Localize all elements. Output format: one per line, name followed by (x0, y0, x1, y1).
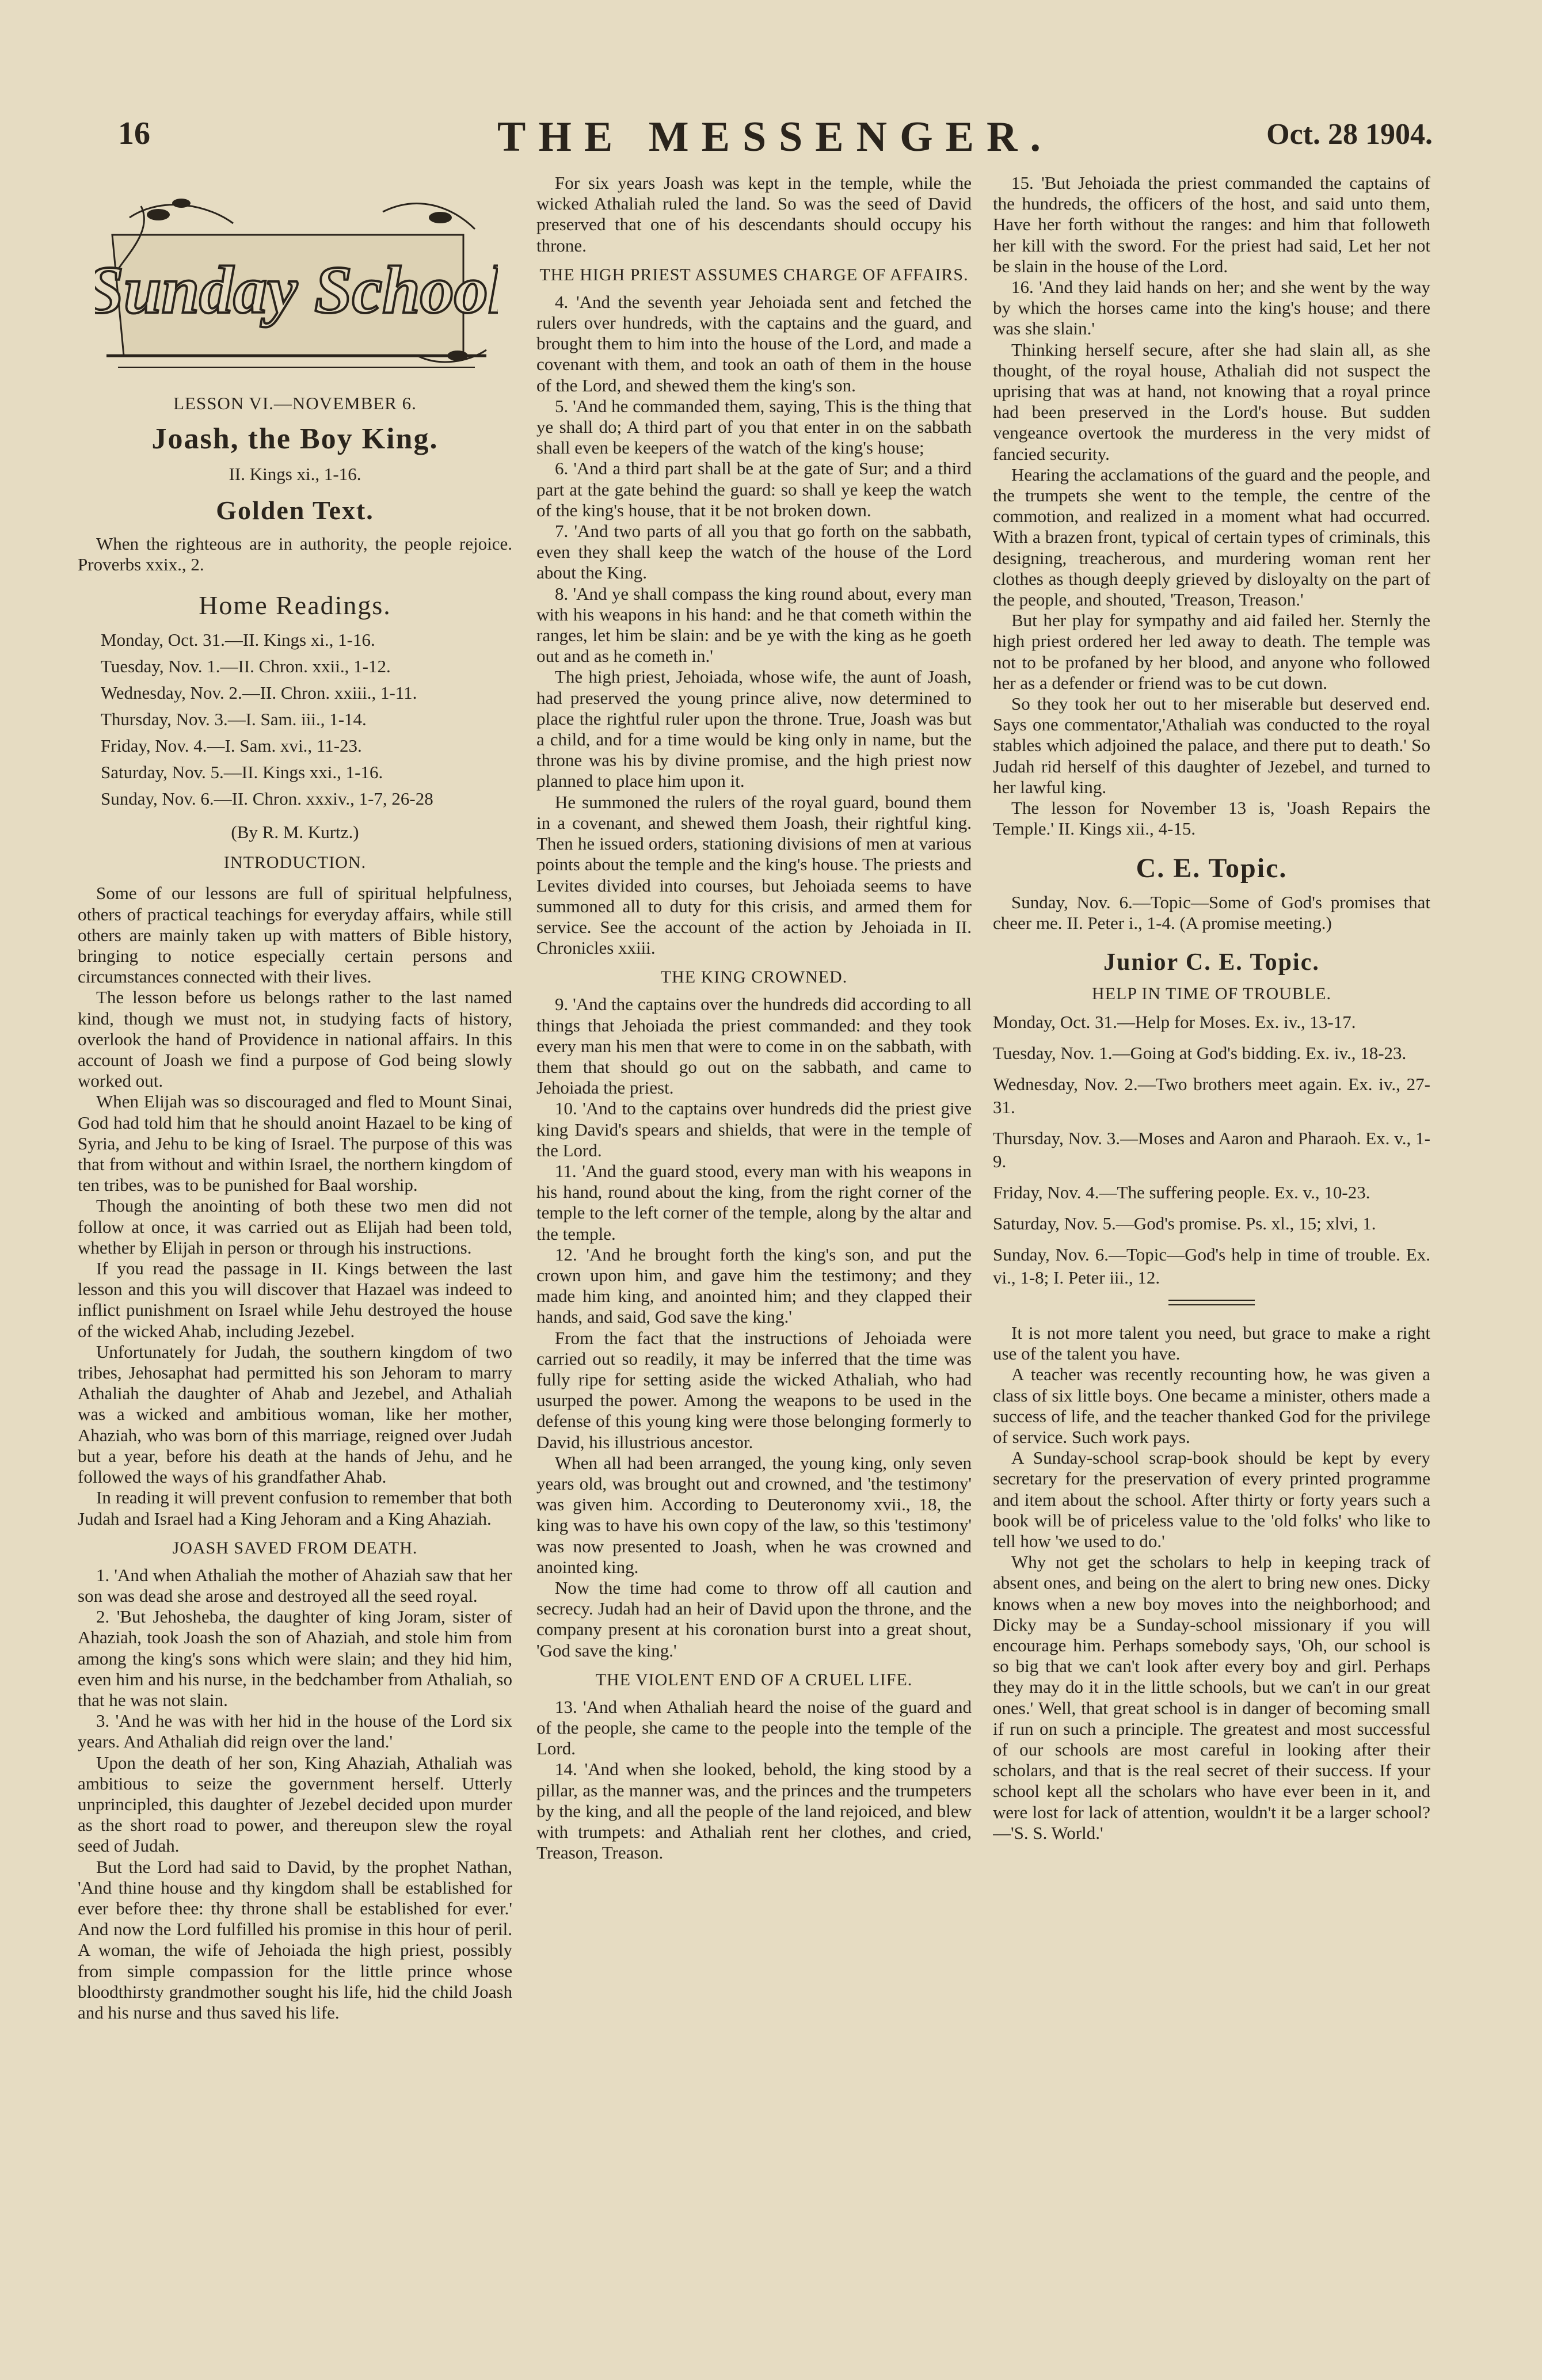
paragraph: 13. 'And when Athaliah heard the noise of the guard and of the people, she came to the people into the temple of the Lord. (536, 1696, 972, 1759)
paragraph: For six years Joash was kept in the temple, while the wicked Athaliah ruled the land. So was the seed of David preserved that one of his descendants should occupy his throne. (536, 173, 972, 256)
lesson-reference: II. Kings xi., 1-16. (229, 464, 361, 484)
home-reading: Monday, Oct. 31.—II. Kings xi., 1-16. (101, 630, 375, 650)
paragraph: 9. 'And the captains over the hundreds did according to all things that Jehoiada the priest commanded: and they took every man his men that were to come in on the sabbath, with them that should go out on the sabbath, and came to Jehoiada the priest. (536, 994, 972, 1098)
home-reading: Thursday, Nov. 3.—I. Sam. iii., 1-14. (101, 709, 367, 730)
byline: (By R. M. Kurtz.) (231, 822, 359, 843)
home-reading: Sunday, Nov. 6.—II. Chron. xxxiv., 1-7, 26-28 (101, 789, 433, 809)
page-header (118, 109, 1433, 167)
paragraph: A Sunday-school scrap-book should be kept by every secretary for the preservation of every printed programme and item about the school. After thirty or forty years such a book will be of priceless value to the 'old folks' who like to tell how 'we used to do.' (993, 1448, 1430, 1551)
paragraph: 12. 'And he brought forth the king's son, and put the crown upon him, and gave him the testimony; and they made him king, and anointed him; and they clapped their hands, and said, God save the king.' (536, 1244, 972, 1327)
paragraph: 16. 'And they laid hands on her; and she went by the way by which the horses came into the king's house; and there was she slain.' (993, 277, 1430, 339)
paragraph: When all had been arranged, the young king, only seven years old, was brought out and crowned, and 'the testimony' was given him. According to Deuteronomy xvii., 18, the king was to have his own copy of the law, so this 'testimony' was now presented to Joash, when he was crowned and anointed king. (536, 1452, 972, 1577)
paragraph: Why not get the scholars to help in keeping track of absent ones, and being on the alert to bring new ones. Dicky knows when a new boy moves into the neighborhood; and Dicky may be a Sunday-school missionary if you will encourage him. Perhaps somebody says, 'Oh, our school is so big that we can't look after every boy and girl. Perhaps they may do it in the little schools, but we can't in our great ones.' Well, that great school is in danger of becoming small if run on such a principle. The greatest and most successful of our schools are most careful in looking after their scholars, and that is the real secret of their success. If your school kept all the scholars who have ever been in it, and were lost for lack of attention, wouldn't it be a larger school?—'S. S. World.' (993, 1552, 1430, 1843)
junior-ce-item: Sunday, Nov. 6.—Topic—God's help in time of trouble. Ex. vi., 1-8; I. Peter iii., 12. (993, 1244, 1430, 1288)
home-reading: Wednesday, Nov. 2.—II. Chron. xxiii., 1-11. (101, 683, 417, 703)
junior-ce-item: Tuesday, Nov. 1.—Going at God's bidding. Ex. iv., 18-23. (993, 1042, 1407, 1063)
paragraph: 1. 'And when Athaliah the mother of Ahaziah saw that her son was dead she arose and destroyed all the seed royal. (78, 1564, 512, 1606)
paragraph: But her play for sympathy and aid failed her. Sternly the high priest ordered her led away to death. The temple was not to be profaned by her blood, and anyone who followed her as a defender or friend was to be cut down. (993, 610, 1430, 693)
section-heading: THE HIGH PRIEST ASSUMES CHARGE OF AFFAIRS. (539, 265, 969, 284)
paragraph: The lesson before us belongs rather to the last named kind, though we must not, in studying facts of history, overlook the hand of Providence in national affairs. In this account of Joash we find a purpose of God being slowly worked out. (78, 987, 512, 1091)
home-readings-heading: Home Readings. (199, 591, 391, 620)
paragraph: Upon the death of her son, King Ahaziah, Athaliah was ambitious to seize the government herself. Utterly unprincipled, this daughter of Jezebel decided upon murder as the short road to power, and thereupon slew the royal seed of Judah. (78, 1752, 512, 1856)
paragraph: 5. 'And he commanded them, saying, This is the thing that ye shall do; A third part of you that enter in on the sabbath shall even be keepers of the watch of the king's house; (536, 395, 972, 458)
paragraph: 3. 'And he was with her hid in the house of the Lord six years. And Athaliah did reign over the land.' (78, 1711, 512, 1752)
junior-ce-item: Wednesday, Nov. 2.—Two brothers meet again. Ex. iv., 27-31. (993, 1073, 1430, 1117)
junior-ce-heading: Junior C. E. Topic. (1103, 949, 1320, 976)
lesson-title: Joash, the Boy King. (151, 422, 439, 455)
ce-topic-text: Sunday, Nov. 6.—Topic—Some of God's promises that cheer me. II. Peter i., 1-4. (A promise meeting.) (993, 892, 1430, 933)
section-divider (1168, 1300, 1255, 1305)
paragraph: 10. 'And to the captains over hundreds did the priest give king David's spears and shields, that were in the temple of the Lord. (536, 1098, 972, 1160)
logo-text: Sunday School (95, 252, 498, 328)
paragraph: Some of our lessons are full of spiritual helpfulness, others of practical teachings for everyday affairs, while still others are mainly taken up with matters of Bible history, bringing to notice especially certain persons and circumstances connected with their lives. (78, 883, 512, 987)
ce-topic-heading: C. E. Topic. (1136, 852, 1288, 884)
paragraph: Though the anointing of both these two men did not follow at once, it was carried out as Elijah had been told, whether by Elijah in person or through his instructions. (78, 1195, 512, 1258)
golden-text-heading: Golden Text. (216, 496, 374, 525)
junior-ce-item: Saturday, Nov. 5.—God's promise. Ps. xl., 15; xlvi, 1. (993, 1213, 1376, 1233)
paragraph: 11. 'And the guard stood, every man with his weapons in his hand, round about the king, from the right corner of the temple to the left corner of the temple, along by the altar and the temple. (536, 1160, 972, 1244)
paragraph: Now the time had come to throw off all caution and secrecy. Judah had an heir of David upon the throne, and the company present at his coronation burst into a great shout, 'God save the king.' (536, 1578, 972, 1661)
paragraph: Thinking herself secure, after she had slain all, as she thought, of the royal house, Athaliah did not suspect the uprising that was at hand, not knowing that a royal prince had been preserved in the Lord's house. But sudden vengeance overtook the murderess in the very midst of fancied security. (993, 339, 1430, 464)
paragraph: 2. 'But Jehosheba, the daughter of king Joram, sister of Ahaziah, took Joash the son of Ahaziah, and stole him from among the king's sons which were slain; and they hid him, even him and his nurse, in the bedchamber from Athaliah, so that he was not slain. (78, 1606, 512, 1710)
masthead-title: THE MESSENGER. (497, 113, 1053, 161)
paragraph: From the fact that the instructions of Jehoiada were carried out so readily, it may be inferred that the time was fully ripe for setting aside the wicked Athaliah, who had usurped the power. Among the weapons to be used in the defense of this young king were those belonging formerly to David, his illustrious ancestor. (536, 1327, 972, 1452)
sunday-school-logo (95, 183, 498, 382)
paragraph: It is not more talent you need, but grace to make a right use of the talent you have. (993, 1322, 1430, 1364)
paragraph: 8. 'And ye shall compass the king round about, every man with his weapons in his hand: and he that cometh within the ranges, let him be slain: and be ye with the king as he goeth out and as he cometh in.' (536, 583, 972, 667)
page-number: 16 (118, 116, 150, 151)
section-heading: THE VIOLENT END OF A CRUEL LIFE. (595, 1670, 913, 1689)
column-1 (78, 173, 512, 2311)
paragraph: 7. 'And two parts of all you that go forth on the sabbath, even they shall keep the watch of the house of the Lord about the King. (536, 521, 972, 583)
paragraph: Unfortunately for Judah, the southern kingdom of two tribes, Jehosaphat had permitted his son Jehoram to marry Athaliah the daughter of Ahab and Jezebel, and Athaliah was a wicked and ambitious woman, like her mother, Ahaziah, who was born of this marriage, reigned over Judah but a year, before his death at the hands of Jehu, and he followed the ways of his grandfather Ahab. (78, 1341, 512, 1487)
paragraph: The lesson for November 13 is, 'Joash Repairs the Temple.' II. Kings xii., 4-15. (993, 798, 1430, 839)
golden-text: When the righteous are in authority, the people rejoice. Proverbs xxix., 2. (78, 534, 512, 575)
paragraph: He summoned the rulers of the royal guard, bound them in a covenant, and shewed them Joash, their rightful king. Then he issued orders, stationing divisions of men at various points about the temple and the king's house. The priests and Levites divided into courses, but Jehoiada seems to have summoned all to duty for this crisis, and armed them for service. See the account of the action by Jehoiada in II. Chronicles xxiii. (536, 791, 972, 958)
paragraph: When Elijah was so discouraged and fled to Mount Sinai, God had told him that he should anoint Hazael to be king of Syria, and Jehu to be king of Israel. The purpose of this was that from without and within Israel, the northern kingdom of ten tribes, was to be punished for Baal worship. (78, 1091, 512, 1195)
paragraph: 15. 'But Jehoiada the priest commanded the captains of the hundreds, the officers of the host, and said unto them, Have her forth without the ranges: and him that followeth her kill with the sword. For the priest had said, Let her not be slain in the house of the Lord. (993, 173, 1430, 276)
introduction-heading: INTRODUCTION. (223, 853, 367, 873)
section-heading: THE KING CROWNED. (660, 968, 848, 987)
junior-ce-item: Monday, Oct. 31.—Help for Moses. Ex. iv., 13-17. (993, 1011, 1356, 1032)
paragraph: In reading it will prevent confusion to remember that both Judah and Israel had a King Jehoram and a King Ahaziah. (78, 1487, 512, 1529)
paragraph: 4. 'And the seventh year Jehoiada sent and fetched the rulers over hundreds, with the captains and the guard, and brought them to him into the house of the Lord, and made a covenant with them, and took an oath of them in the house of the Lord, and shewed them the king's son. (536, 291, 972, 395)
home-reading: Tuesday, Nov. 1.—II. Chron. xxii., 1-12. (101, 656, 391, 677)
column-3 (993, 173, 1430, 2311)
issue-date: Oct. 28 1904. (1266, 118, 1433, 151)
column-2 (536, 173, 972, 2311)
paragraph: 6. 'And a third part shall be at the gate of Sur; and a third part at the gate behind the guard: so shall ye keep the watch of the king's house, that it be not broken down. (536, 458, 972, 520)
lesson-number: LESSON VI.—NOVEMBER 6. (173, 393, 417, 413)
section-heading: JOASH SAVED FROM DEATH. (172, 1538, 418, 1558)
paragraph: If you read the passage in II. Kings between the last lesson and this you will discover that Hazael was indeed to inflict punishment on Israel while Jehu destroyed the house of the wicked Ahab, including Jezebel. (78, 1258, 512, 1341)
paragraph: But the Lord had said to David, by the prophet Nathan, 'And thine house and thy kingdom shall be established for ever before thee: thy throne shall be established for ever.' And now the Lord fulfilled his promise in this hour of peril. A woman, the wife of Jehoiada the high priest, possibly from simple compassion for the little prince whose bloodthirsty grandmother sought his life, hid the child Joash and his nurse and thus saved his life. (78, 1856, 512, 2023)
junior-ce-item: Thursday, Nov. 3.—Moses and Aaron and Pharaoh. Ex. v., 1-9. (993, 1128, 1430, 1171)
home-reading: Friday, Nov. 4.—I. Sam. xvi., 11-23. (101, 736, 362, 756)
paragraph: 14. 'And when she looked, behold, the king stood by a pillar, as the manner was, and the princes and the trumpeters by the king, and all the people of the land rejoiced, and blew with trumpets: and Athaliah rent her clothes, and cried, Treason, Treason. (536, 1759, 972, 1863)
junior-ce-item: Friday, Nov. 4.—The suffering people. Ex. v., 10-23. (993, 1182, 1370, 1202)
paragraph: Hearing the acclamations of the guard and the people, and the trumpets she went to the temple, the centre of the commotion, and realized in a moment what had occurred. With a brazen front, typical of certain types of criminals, this designing, treacherous, and murdering woman rent her clothes as though deeply grieved by disloyalty on the part of the people, and shouted, 'Treason, Treason.' (993, 464, 1430, 610)
paragraph: The high priest, Jehoiada, whose wife, the aunt of Joash, had preserved the young prince alive, now determined to place the rightful ruler upon the throne. True, Joash was but a child, and for a time would be king only in name, but the throne was his by divine promise, and the high priest now planned to place him upon it. (536, 667, 972, 791)
junior-ce-subheading: HELP IN TIME OF TROUBLE. (1092, 984, 1331, 1003)
home-reading: Saturday, Nov. 5.—II. Kings xxi., 1-16. (101, 762, 383, 783)
paragraph: A teacher was recently recounting how, he was given a class of six little boys. One became a minister, others made a success of life, and the teacher thanked God for the privilege of service. Such work pays. (993, 1364, 1430, 1447)
paragraph: So they took her out to her miserable but deserved end. Says one commentator,'Athaliah was conducted to the royal stables which adjoined the palace, and there put to death.' So Judah rid herself of this daughter of Jezebel, and turned to her lawful king. (993, 694, 1430, 797)
